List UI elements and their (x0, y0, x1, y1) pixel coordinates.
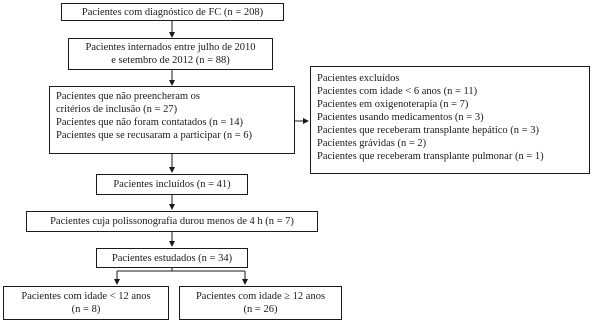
box-hospitalized (68, 38, 273, 70)
box-hospitalized-line-1: Pacientes internados entre julho de 2010 (85, 42, 256, 53)
box-short-psg (26, 211, 318, 232)
box-short-psg-text: Pacientes cuja polissonografia durou menos de 4 h (n = 7) (50, 216, 294, 227)
box-excluded-line-5: Pacientes que receberam transplante hepático (n = 3) (317, 125, 539, 136)
box-not-eligible-line-2: critérios de inclusão (n = 27) (56, 104, 178, 115)
box-hospitalized-line-2: e setembro de 2012 (n = 88) (111, 55, 230, 66)
box-excluded-line-7: Pacientes que receberam transplante pulmonar (n = 1) (317, 151, 544, 162)
box-not-eligible-line-3: Pacientes que não foram contatados (n = 14) (56, 117, 243, 128)
box-under-12-line-2: (n = 8) (71, 304, 101, 315)
box-excluded-line-2: Pacientes com idade < 6 anos (n = 11) (317, 86, 478, 97)
box-not-eligible-line-1: Pacientes que não preencheram os (56, 91, 201, 102)
box-excluded-line-3: Pacientes em oxigenoterapia (n = 7) (317, 99, 469, 110)
box-excluded (310, 66, 590, 174)
box-excluded-line-6: Pacientes grávidas (n = 2) (317, 138, 427, 149)
box-studied (96, 248, 248, 268)
box-over-12-line-2: (n = 26) (243, 304, 278, 315)
box-over-12 (179, 286, 342, 320)
box-not-eligible (49, 86, 295, 154)
box-included-text: Pacientes incluídos (n = 41) (113, 179, 231, 190)
box-excluded-line-1: Pacientes excluídos (317, 73, 400, 84)
box-under-12-line-1: Pacientes com idade < 12 anos (21, 291, 151, 302)
box-diagnosis (61, 3, 284, 21)
box-studied-text: Pacientes estudados (n = 34) (111, 252, 233, 264)
box-excluded-line-4: Pacientes usando medicamentos (n = 3) (317, 112, 484, 123)
box-included (96, 174, 248, 195)
box-not-eligible-line-4: Pacientes que se recusaram a participar (n = 6) (56, 130, 252, 141)
box-diagnosis-text: Pacientes com diagnóstico de FC (n = 208) (81, 6, 264, 18)
box-over-12-line-1: Pacientes com idade ≥ 12 anos (195, 291, 326, 302)
box-under-12 (3, 286, 169, 320)
